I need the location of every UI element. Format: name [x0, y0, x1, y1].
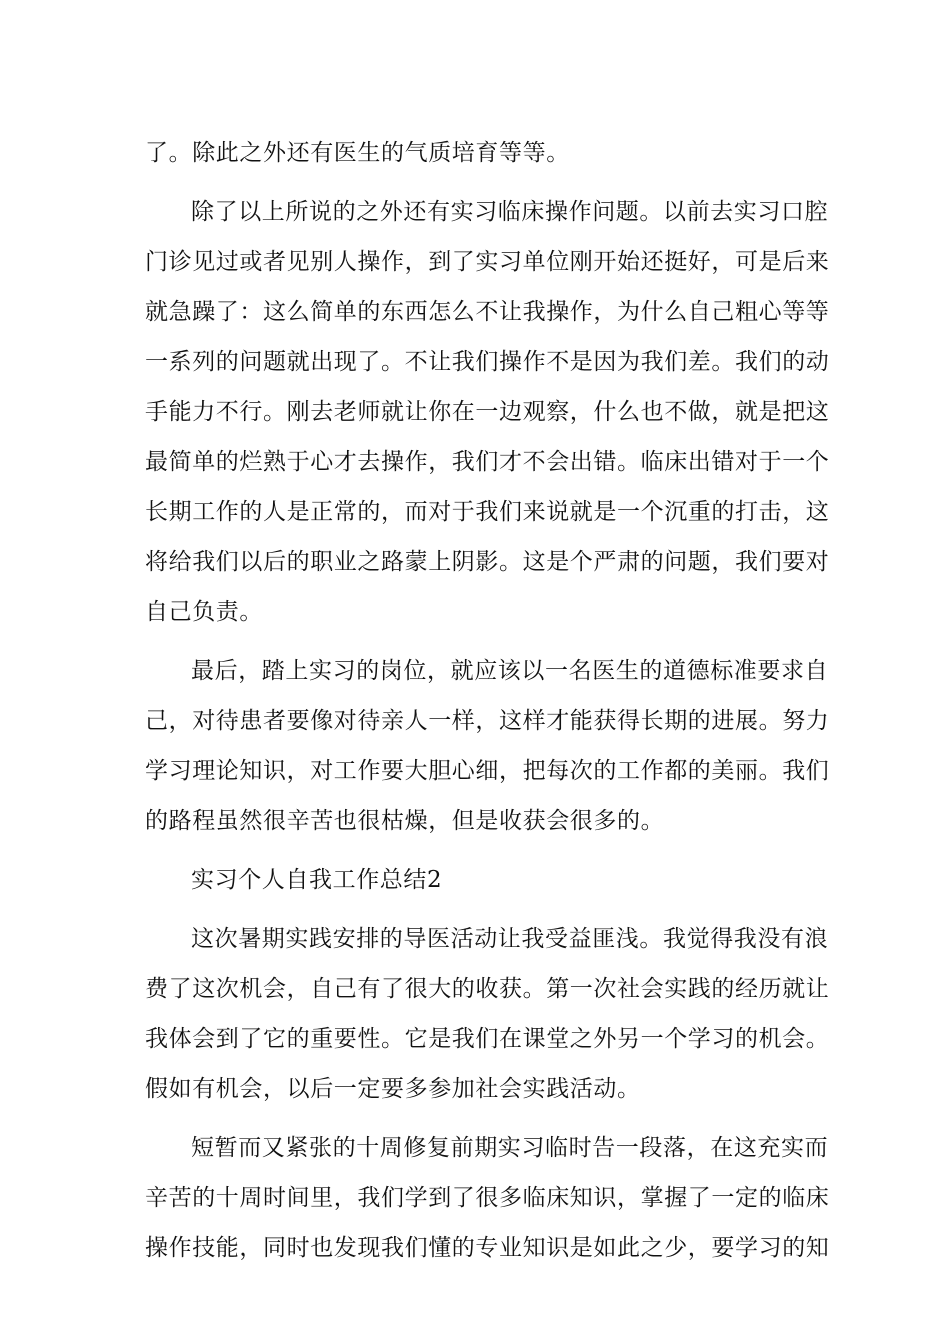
text-line: 的路程虽然很辛苦也很枯燥，但是收获会很多的。 — [145, 808, 665, 834]
paragraph-first-line: 除了以上所说的之外还有实习临床操作问题。以前去实习口腔 — [191, 199, 829, 225]
paragraph-first-line: 短暂而又紧张的十周修复前期实习临时告一段落，在这充实而 — [191, 1135, 829, 1161]
section-heading: 实习个人自我工作总结2 — [191, 867, 443, 893]
text-line: 了。除此之外还有医生的气质培育等等。 — [145, 140, 570, 166]
paragraph-gap — [145, 905, 805, 914]
paragraph-gap — [145, 178, 805, 187]
paragraph-first-line: 这次暑期实践安排的导医活动让我受益匪浅。我觉得我没有浪 — [191, 926, 829, 952]
text-line: 己，对待患者要像对待亲人一样，这样才能获得长期的进展。努力 — [145, 708, 830, 734]
text-line: 辛苦的十周时间里，我们学到了很多临床知识，掌握了一定的临床 — [145, 1185, 830, 1211]
text-line: 我体会到了它的重要性。它是我们在课堂之外另一个学习的机会。 — [145, 1026, 830, 1052]
text-line: 假如有机会，以后一定要多参加社会实践活动。 — [145, 1076, 641, 1102]
paragraph-gap — [145, 1114, 805, 1123]
text-line: 门诊见过或者见别人操作，到了实习单位刚开始还挺好，可是后来 — [145, 249, 830, 275]
text-line: 自己负责。 — [145, 599, 263, 625]
text-line: 将给我们以后的职业之路蒙上阴影。这是个严肃的问题，我们要对 — [145, 549, 830, 575]
text-line: 学习理论知识，对工作要大胆心细，把每次的工作都的美丽。我们 — [145, 758, 830, 784]
text-line: 就急躁了：这么简单的东西怎么不让我操作，为什么自己粗心等等 — [145, 299, 830, 325]
paragraph-gap — [145, 846, 805, 855]
text-line: 最简单的烂熟于心才去操作，我们才不会出错。临床出错对于一个 — [145, 449, 830, 475]
document-page — [145, 128, 830, 1273]
paragraph-gap — [145, 637, 805, 646]
paragraph-first-line: 最后，踏上实习的岗位，就应该以一名医生的道德标准要求自 — [191, 658, 829, 684]
text-line: 手能力不行。刚去老师就让你在一边观察，什么也不做，就是把这 — [145, 399, 830, 425]
text-line: 一系列的问题就出现了。不让我们操作不是因为我们差。我们的动 — [145, 349, 830, 375]
text-line: 费了这次机会，自己有了很大的收获。第一次社会实践的经历就让 — [145, 976, 830, 1002]
text-line: 长期工作的人是正常的，而对于我们来说就是一个沉重的打击，这 — [145, 499, 830, 525]
text-line: 操作技能，同时也发现我们懂的专业知识是如此之少，要学习的知 — [145, 1235, 830, 1261]
